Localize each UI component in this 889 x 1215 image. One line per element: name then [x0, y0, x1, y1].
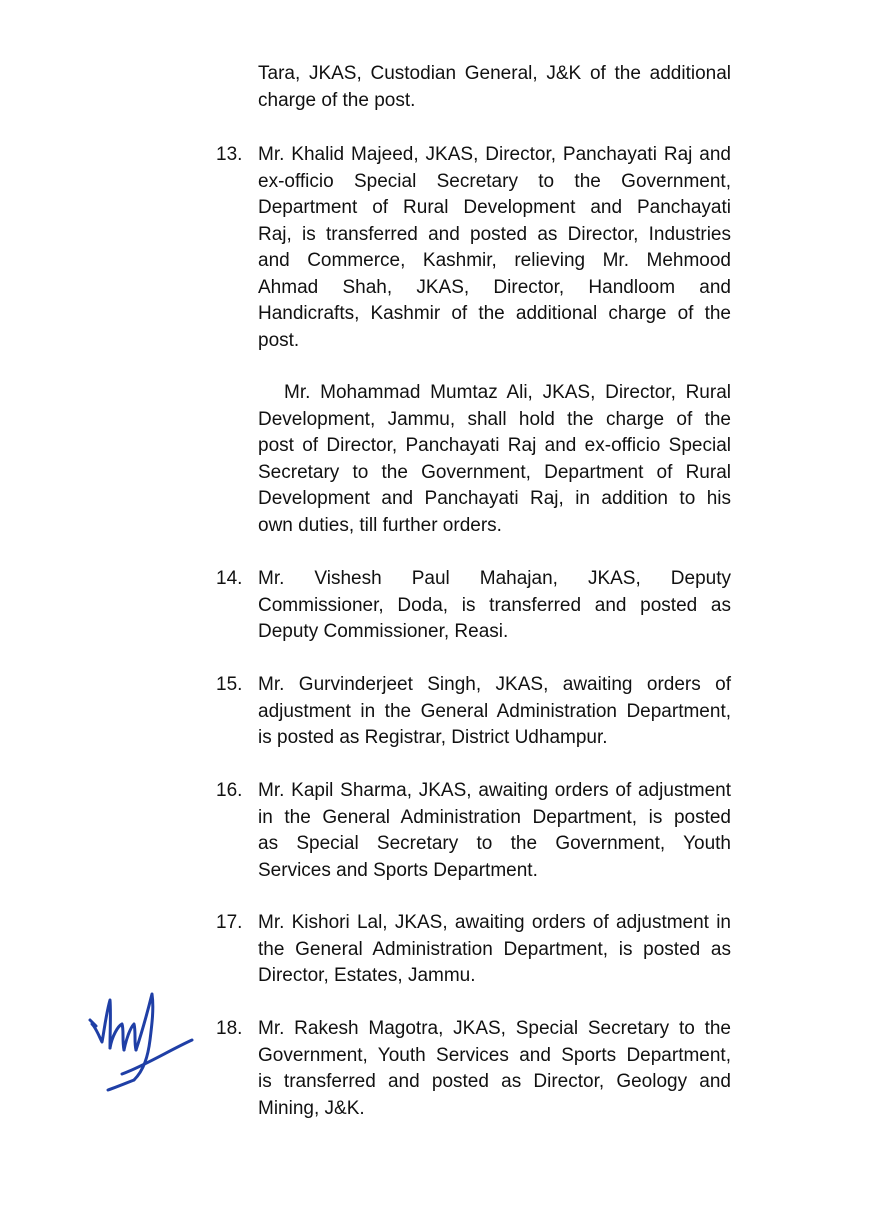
text-line: is posted as Registrar, District Udhampur.: [258, 727, 608, 748]
text-line: Mr. Mohammad Mumtaz Ali, JKAS, Director, Rural: [284, 382, 731, 403]
text-line: Department of Rural Development and Panchayati: [258, 197, 731, 218]
text-line: and Commerce, Kashmir, relieving Mr. Mehmood: [258, 250, 731, 271]
text-line: Mr. Kapil Sharma, JKAS, awaiting orders of adjustment: [258, 780, 731, 801]
text-line: Development, Jammu, shall hold the charge of the: [258, 408, 731, 430]
text-line: Commissioner, Doda, is transferred and posted as: [258, 594, 731, 616]
continuation-paragraph: [258, 61, 731, 114]
text-line: Mr. Kishori Lal, JKAS, awaiting orders of adjustment in: [258, 912, 731, 933]
text-line: adjustment in the General Administration Department,: [258, 700, 731, 722]
text-line: Mr. Gurvinderjeet Singh, JKAS, awaiting orders of: [258, 674, 731, 695]
text-line: post.: [258, 329, 300, 351]
text-line: charge of the post.: [258, 89, 416, 111]
text-line: Government, Youth Services and Sports Department,: [258, 1044, 731, 1066]
text-line: Development and Panchayati Raj, in addition to his: [258, 488, 731, 509]
item-18-paragraph: [258, 1016, 731, 1122]
text-line: ex-officio Special Secretary to the Government,: [258, 170, 731, 192]
text-line: Handicrafts, Kashmir of the additional charge of the: [258, 303, 731, 324]
handwritten-signature: [86, 984, 198, 1092]
item-14-number: 14.: [216, 568, 243, 589]
text-line: Deputy Commissioner, Reasi.: [258, 621, 509, 642]
item-17-number: 17.: [216, 912, 243, 933]
item-15-number: 15.: [216, 674, 243, 695]
text-line: in the General Administration Department, is posted: [258, 806, 731, 828]
text-line: Mr. Rakesh Magotra, JKAS, Special Secretary to the: [258, 1018, 731, 1039]
item-16-paragraph: [258, 778, 731, 884]
item-13-number: 13.: [216, 144, 243, 165]
item-13-second-paragraph: [258, 380, 731, 539]
text-line: Director, Estates, Jammu.: [258, 965, 476, 986]
text-line: is transferred and posted as Director, Geology and: [258, 1071, 731, 1092]
item-15-paragraph: [258, 672, 731, 752]
text-line: Services and Sports Department.: [258, 859, 538, 881]
text-line: Tara, JKAS, Custodian General, J&K of the additional: [258, 63, 731, 84]
text-line: Mining, J&K.: [258, 1097, 365, 1119]
text-line: Raj, is transferred and posted as Director, Industries: [258, 223, 731, 245]
text-line: Secretary to the Government, Department of Rural: [258, 461, 731, 483]
item-14-paragraph: [258, 566, 731, 646]
text-line: post of Director, Panchayati Raj and ex-officio Special: [258, 435, 731, 456]
item-18-number: 18.: [216, 1018, 243, 1039]
text-line: Ahmad Shah, JKAS, Director, Handloom and: [258, 276, 731, 298]
text-line: as Special Secretary to the Government, Youth: [258, 833, 731, 854]
text-line: Mr. Vishesh Paul Mahajan, JKAS, Deputy: [258, 568, 731, 589]
text-line: own duties, till further orders.: [258, 514, 502, 536]
item-13-paragraph: [258, 142, 731, 354]
text-line: Mr. Khalid Majeed, JKAS, Director, Panchayati Raj and: [258, 144, 731, 165]
item-17-paragraph: [258, 910, 731, 990]
item-16-number: 16.: [216, 780, 243, 801]
text-line: the General Administration Department, is posted as: [258, 938, 731, 960]
